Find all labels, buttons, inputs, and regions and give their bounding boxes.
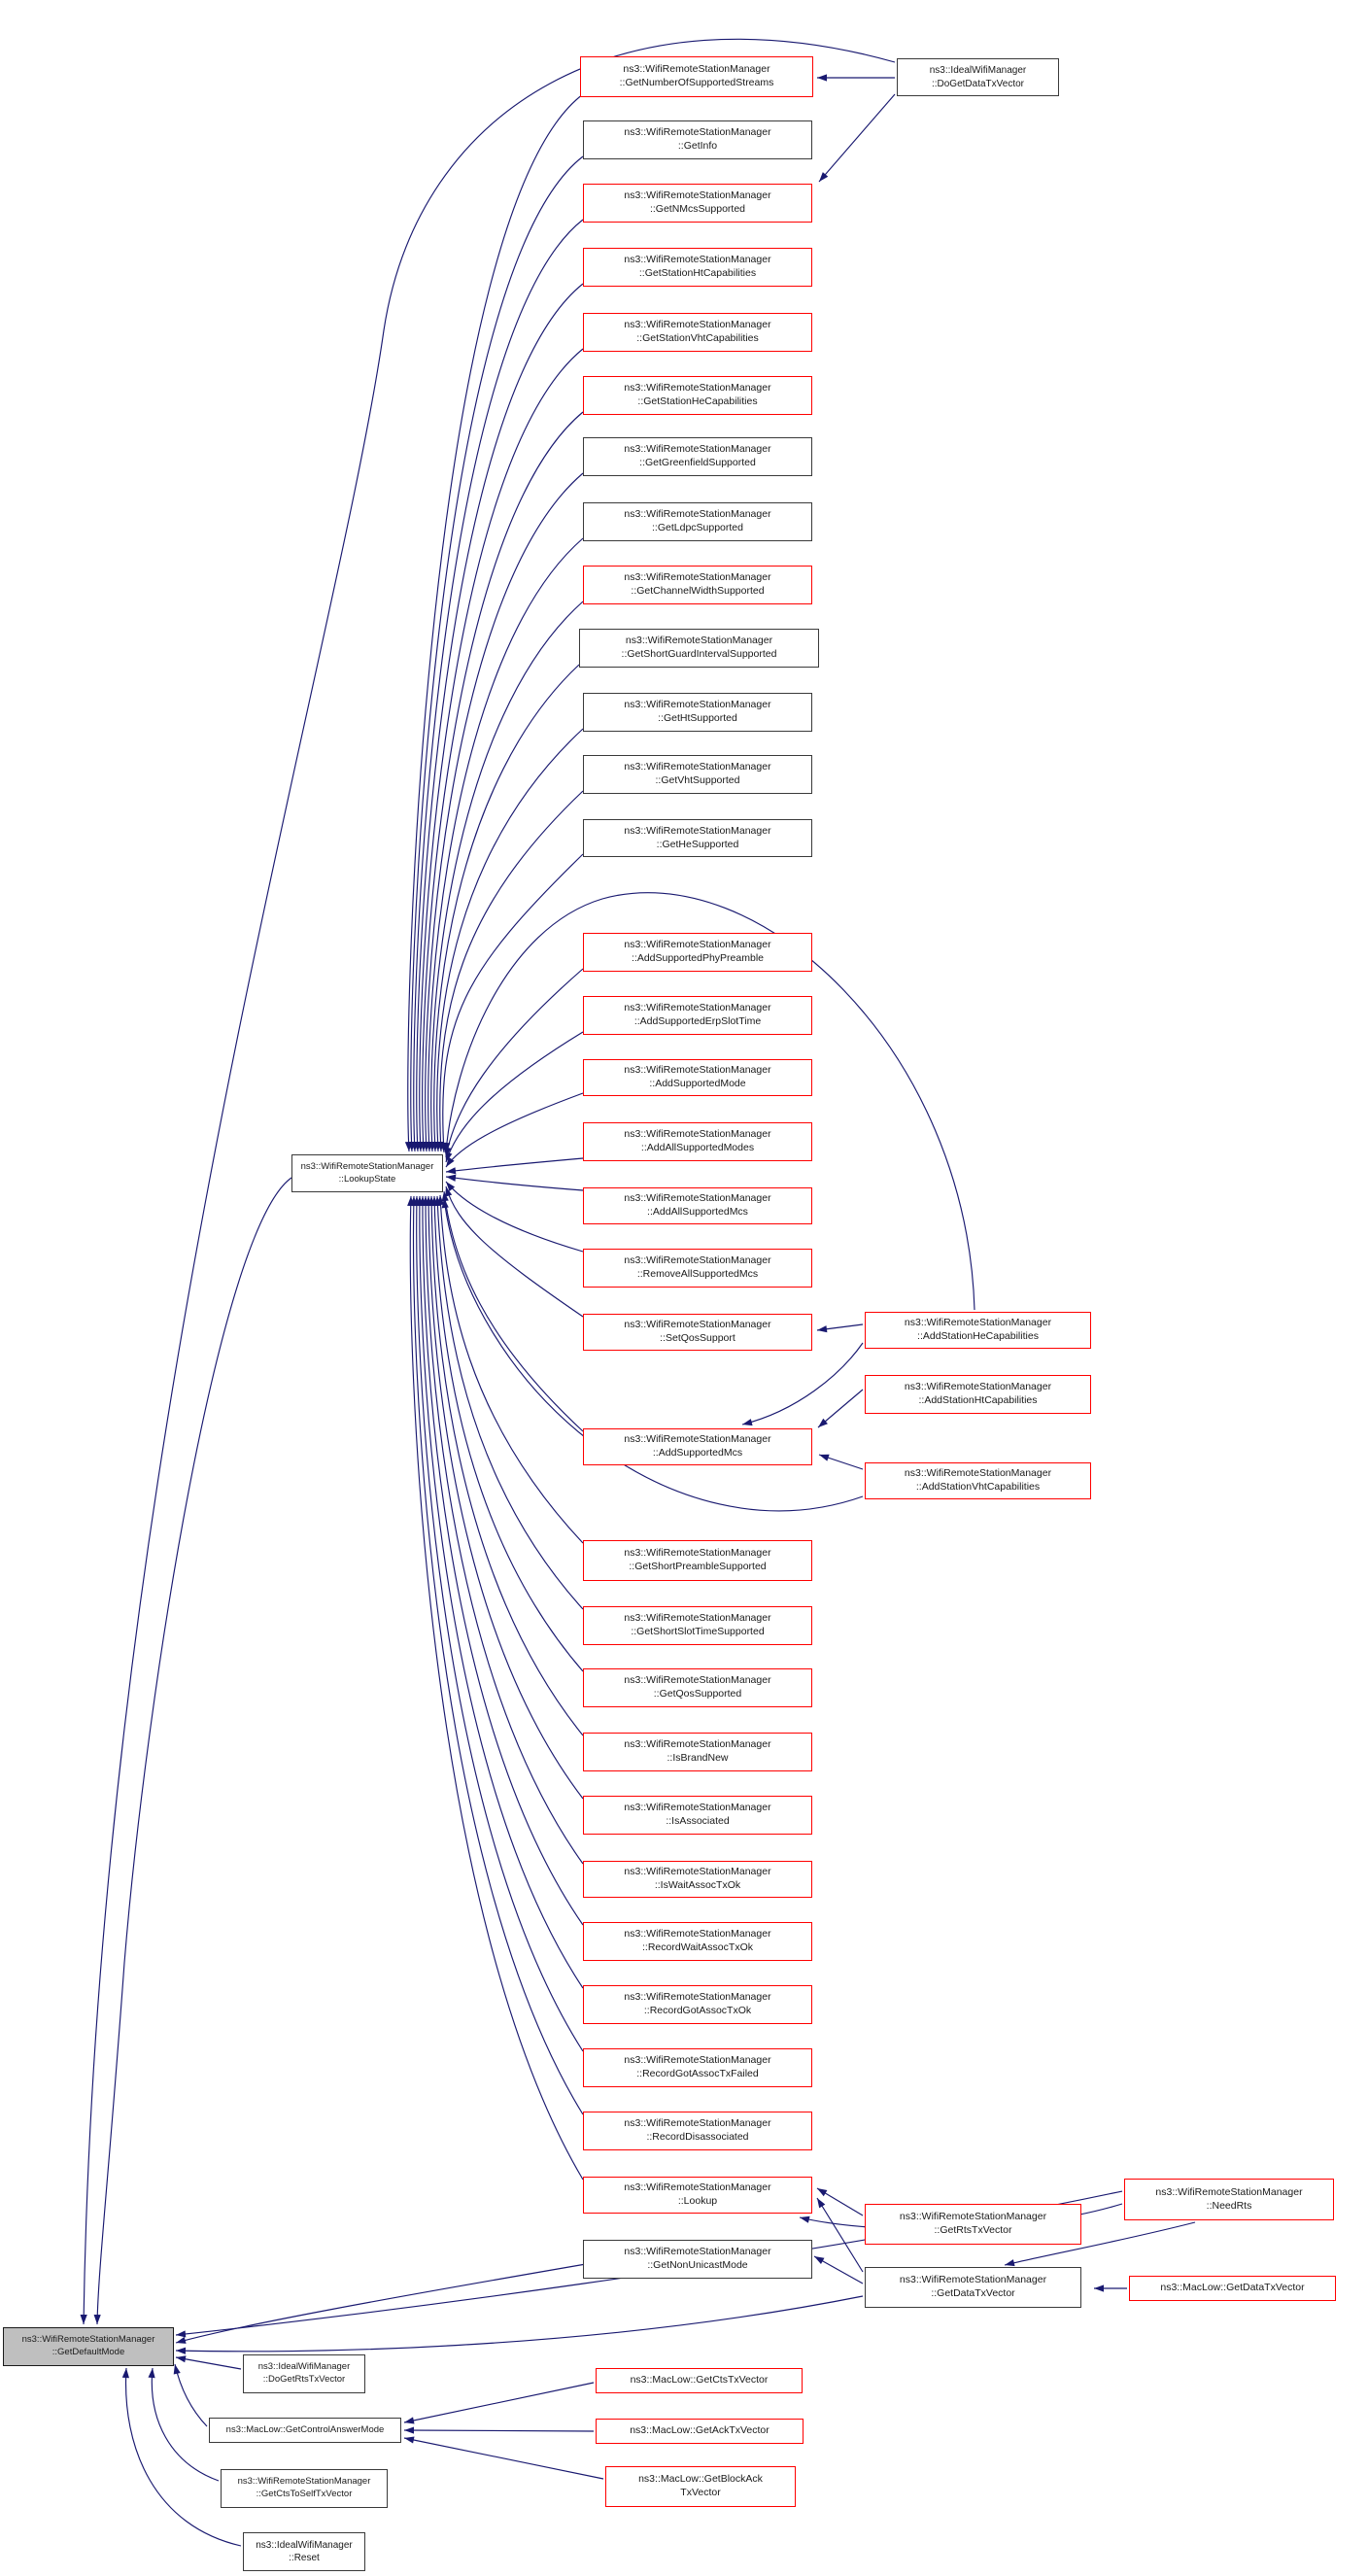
node-ia[interactable] [583,1796,812,1835]
edge-reset-to-gdm [126,2368,241,2546]
node-label: ns3::WifiRemoteStationManager [624,1254,771,1267]
node-lookup[interactable] [583,2177,812,2214]
node-ghe[interactable] [583,819,812,857]
node-label: ns3::WifiRemoteStationManager [624,319,771,331]
arrowhead-ashecap-to-sqs [817,1325,827,1332]
node-label: ::GetStationVhtCapabilities [636,332,759,344]
edge-rgato-to-lookupstate [420,1196,583,1988]
node-asvhtcap[interactable] [865,1462,1091,1499]
node-label: ns3::WifiRemoteStationManager [624,443,771,456]
arrowhead-dgrtv-to-gdm [176,2355,186,2362]
node-gqs[interactable] [583,1668,812,1707]
node-label: ::GetGreenfieldSupported [639,457,756,468]
node-label: ::AddStationHeCapabilities [917,1330,1039,1342]
node-label: ::GetCtsToSelfTxVector [256,2489,353,2499]
node-label: ::RemoveAllSupportedMcs [636,1268,759,1280]
edge-mlgbatv-to-mlgcam [404,2438,603,2479]
arrowhead-mlgbatv-to-mlgcam [404,2436,415,2443]
edge-dgrtv-to-gdm [176,2357,241,2369]
edge-mlgcam-to-gdm [175,2364,207,2426]
node-label: ns3::WifiRemoteStationManager [624,2246,771,2258]
node-label: ns3::WifiRemoteStationManager [624,571,771,584]
node-label: ::GetNonUnicastMode [647,2259,748,2271]
node-gnss[interactable] [580,56,813,97]
node-label: ::Lookup [677,2195,718,2207]
node-rgato[interactable] [583,1985,812,2024]
node-label: ::AddSupportedPhyPreamble [631,952,764,964]
node-label: ns3::WifiRemoteStationManager [624,2117,771,2130]
node-gldpc[interactable] [583,502,812,541]
node-label: ns3::WifiRemoteStationManager [624,1738,771,1751]
node-ashtcap[interactable] [865,1375,1091,1414]
node-label: ::AddSupportedMode [649,1078,746,1089]
node-label: ns3::WifiRemoteStationManager [624,1433,771,1446]
node-label: ::GetDefaultMode [51,2347,125,2357]
node-label: ns3::WifiRemoteStationManager [899,2211,1047,2223]
node-label: ::GetStationHeCapabilities [637,395,758,407]
node-label: ::AddSupportedErpSlotTime [633,1015,762,1027]
edge-ibn-to-lookupstate [431,1196,583,1735]
node-label: ns3::WifiRemoteStationManager [624,254,771,266]
arrowhead-gdtv-to-gdm [176,2348,186,2354]
edge-gdtv-to-lookup [817,2198,863,2272]
node-ggreen[interactable] [583,437,812,476]
node-label: ns3::WifiRemoteStationManager [624,1064,771,1077]
node-label: ::GetStationHtCapabilities [638,267,757,279]
node-label: ns3::WifiRemoteStationManager [624,761,771,773]
node-label: ::RecordWaitAssocTxOk [642,1941,753,1953]
arrowhead-grtstv-to-lookup [817,2188,827,2196]
node-rd[interactable] [583,2112,812,2150]
node-label: ns3::WifiRemoteStationManager [624,2181,771,2194]
arrowhead-gnum-to-gdm [176,2337,187,2344]
node-dgrtv[interactable] [243,2354,365,2393]
node-gdm[interactable] [3,2327,174,2366]
node-label: ::GetHtSupported [658,712,737,724]
node-label: ns3::WifiRemoteStationManager [904,1467,1052,1480]
node-gdtv[interactable] [865,2267,1081,2308]
node-ibn[interactable] [583,1733,812,1771]
node-label: ::AddSupportedMcs [652,1447,743,1459]
arrowhead-aasmcs-to-lookupstate [446,1175,456,1182]
node-label: ::NeedRts [1206,2199,1252,2212]
node-label: ns3::WifiRemoteStationManager [624,939,771,951]
node-aasmodes[interactable] [583,1122,812,1161]
arrowhead-needrts-to-gdtv [1005,2259,1015,2266]
node-reset[interactable] [243,2532,365,2571]
node-label: ns3::WifiRemoteStationManager [624,1991,771,2004]
node-label: TxVector [680,2487,721,2498]
node-label: ::GetInfo [677,140,718,152]
node-rasmcs[interactable] [583,1249,812,1288]
node-label: ::RecordDisassociated [646,2131,749,2143]
node-label: ::DoGetDataTxVector [931,78,1025,89]
node-idealdgdtv[interactable] [897,58,1059,96]
node-label: ns3::WifiRemoteStationManager [625,635,773,647]
node-label: ns3::WifiRemoteStationManager [624,1612,771,1625]
edge-asmode-to-lookupstate [446,1093,583,1167]
node-label: ::GetDataTxVector [931,2287,1015,2299]
node-mlgcam[interactable] [209,2418,401,2443]
node-gsps[interactable] [583,1540,812,1581]
node-label: ns3::IdealWifiManager [256,2539,353,2551]
node-label: ns3::WifiRemoteStationManager [624,126,771,139]
edge-gsgi-to-lookupstate [434,665,579,1151]
edge-rgatf-to-lookupstate [417,1196,583,2051]
node-label: ::GetShortPreambleSupported [629,1561,767,1572]
node-label: ::LookupState [338,1173,396,1185]
arrowhead-gdtv-to-gnum [814,2256,824,2264]
node-label: ::GetNMcsSupported [649,203,746,215]
node-label: ns3::WifiRemoteStationManager [624,1002,771,1014]
node-aspp[interactable] [583,933,812,972]
node-label: ns3::WifiRemoteStationManager [624,1866,771,1878]
node-gnmcs[interactable] [583,184,812,223]
node-label: ns3::WifiRemoteStationManager [624,1802,771,1814]
node-label: ::GetShortSlotTimeSupported [631,1626,765,1637]
edge-rasmcs-to-lookupstate [446,1182,583,1252]
node-gvht[interactable] [583,755,812,794]
arrowhead-needrts-to-gdm [176,2330,186,2337]
arrowhead-gctstv-to-gdm [148,2368,154,2378]
node-label: ns3::WifiRemoteStationManager [624,1928,771,1941]
arrowhead-mlgctv-to-mlgcam [404,2417,415,2423]
node-label: ns3::WifiRemoteStationManager [624,824,771,837]
node-ght[interactable] [583,693,812,732]
edge-gldpc-to-lookupstate [428,538,583,1151]
arrowhead-asvhtcap-to-asmcs [819,1455,830,1461]
node-label: ::AddAllSupportedMcs [647,1206,748,1218]
node-asmode[interactable] [583,1059,812,1096]
node-label: ::IsBrandNew [667,1752,729,1764]
node-label: ::AddAllSupportedModes [640,1142,755,1153]
node-label: ns3::WifiRemoteStationManager [624,1674,771,1687]
node-iwato[interactable] [583,1861,812,1898]
edge-idealdgdtv-to-gnmcs [819,94,895,182]
node-label: ns3::WifiRemoteStationManager [904,1317,1052,1329]
node-label: ns3::WifiRemoteStationManager [624,2054,771,2067]
node-sqs[interactable] [583,1314,812,1351]
node-label: ns3::IdealWifiManager [929,65,1027,77]
arrowhead-idealdgdtv-to-gnss [817,74,827,81]
node-label: ns3::WifiRemoteStationManager [1155,2185,1303,2198]
edge-gnum-to-gdm [176,2264,586,2343]
node-rgatf[interactable] [583,2048,812,2087]
node-ghtcap[interactable] [583,248,812,287]
arrowhead-idealdgdtv-to-gdm [81,2315,87,2324]
edge-aasmcs-to-lookupstate [446,1177,583,1190]
node-gsgi[interactable] [579,629,819,668]
node-mlgbatv[interactable] [605,2466,796,2507]
node-label: ::DoGetRtsTxVector [262,2374,346,2385]
node-ashecap[interactable] [865,1312,1091,1349]
edge-mlgctv-to-mlgcam [404,2383,594,2422]
node-label: ns3::MacLow::GetControlAnswerMode [225,2423,385,2435]
node-aasmcs[interactable] [583,1187,812,1224]
node-label: ::GetQosSupported [653,1688,742,1700]
node-label: ::SetQosSupport [660,1332,735,1344]
node-mlgatv[interactable] [596,2419,804,2444]
node-label: ns3::WifiRemoteStationManager [624,508,771,521]
edge-ashecap-to-asmcs [742,1343,863,1425]
node-label: ns3::WifiRemoteStationManager [300,1160,434,1172]
node-label: ns3::WifiRemoteStationManager [624,382,771,395]
node-gnum[interactable] [583,2240,812,2279]
node-gchw[interactable] [583,566,812,604]
edge-aasmodes-to-lookupstate [446,1158,583,1172]
node-label: ::GetShortGuardIntervalSupported [621,648,777,660]
node-label: ::GetHeSupported [656,838,739,850]
node-getinfo[interactable] [583,120,812,159]
node-label: ns3::IdealWifiManager [257,2361,351,2373]
node-label: ::AddStationVhtCapabilities [915,1481,1041,1493]
arrowhead-ashecap-to-asmcs [742,1419,753,1425]
node-asmcs[interactable] [583,1428,812,1465]
node-label: ns3::MacLow::GetCtsTxVector [630,2374,769,2387]
node-label: ::AddStationHtCapabilities [918,1394,1038,1406]
node-label: ::GetNumberOfSupportedStreams [619,77,774,88]
arrowhead-mlgcam-to-gdm [174,2364,181,2375]
arrowhead-aasmodes-to-lookupstate [446,1167,456,1174]
node-label: ns3::MacLow::GetAckTxVector [630,2424,770,2437]
arrowhead-mlgdtv-to-gdtv [1094,2284,1104,2291]
arrowhead-reset-to-gdm [122,2368,129,2378]
node-label: ::IsAssociated [666,1815,730,1827]
edge-sqs-to-lookupstate [446,1186,583,1317]
node-rwato[interactable] [583,1922,812,1961]
node-label: ::GetVhtSupported [655,774,740,786]
node-lookupstate[interactable] [291,1154,443,1192]
node-label: ::GetRtsTxVector [934,2224,1012,2236]
node-label: ::Reset [289,2553,320,2563]
edge-getinfo-to-lookupstate [411,156,583,1151]
node-gvhtcap[interactable] [583,313,812,352]
edge-gvhtcap-to-lookupstate [420,349,583,1151]
edge-asest-to-lookupstate [446,1032,583,1162]
node-label: ns3::WifiRemoteStationManager [904,1381,1052,1393]
arrowhead-lookupstate-to-gdm [94,2315,101,2324]
arrowhead-gdtv-to-lookup [817,2198,825,2208]
edge-lookupstate-to-gdm [97,1178,291,2324]
node-label: ns3::MacLow::GetBlockAck [638,2473,763,2486]
node-label: ns3::WifiRemoteStationManager [624,1128,771,1141]
node-label: ns3::MacLow::GetDataTxVector [1160,2282,1305,2294]
node-label: ::IsWaitAssocTxOk [654,1879,741,1891]
node-grtstv[interactable] [865,2204,1081,2245]
node-label: ns3::WifiRemoteStationManager [237,2476,371,2488]
arrowhead-needrts-to-lookup [800,2216,810,2223]
edge-ghecap-to-lookupstate [423,412,583,1151]
node-label: ns3::WifiRemoteStationManager [624,1319,771,1331]
node-gctstv[interactable] [221,2469,388,2508]
node-label: ns3::WifiRemoteStationManager [624,1192,771,1205]
node-mlgctv[interactable] [596,2368,803,2393]
node-label: ::RecordGotAssocTxOk [643,2005,752,2016]
node-label: ns3::WifiRemoteStationManager [623,63,770,76]
node-label: ::GetLdpcSupported [652,522,743,533]
edge-gqs-to-lookupstate [434,1196,583,1671]
node-mlgdtv[interactable] [1129,2276,1336,2301]
edge-mlgatv-to-mlgcam [404,2430,594,2431]
edge-ght-to-lookupstate [437,729,583,1151]
node-label: ns3::WifiRemoteStationManager [624,189,771,202]
node-label: ns3::WifiRemoteStationManager [624,1547,771,1560]
edge-ghe-to-lookupstate [443,854,583,1152]
node-ghecap[interactable] [583,376,812,415]
node-label: ns3::WifiRemoteStationManager [624,699,771,711]
node-label: ns3::WifiRemoteStationManager [899,2274,1047,2286]
node-asest[interactable] [583,996,812,1035]
node-label: ns3::WifiRemoteStationManager [21,2334,155,2346]
arrowhead-mlgatv-to-mlgcam [404,2426,414,2433]
edge-gsps-to-lookupstate [440,1195,583,1543]
node-gssts[interactable] [583,1606,812,1645]
node-label: ::RecordGotAssocTxFailed [636,2068,759,2079]
node-needrts[interactable] [1124,2179,1334,2220]
edge-gvht-to-lookupstate [440,791,583,1151]
node-label: ::GetChannelWidthSupported [631,585,765,597]
